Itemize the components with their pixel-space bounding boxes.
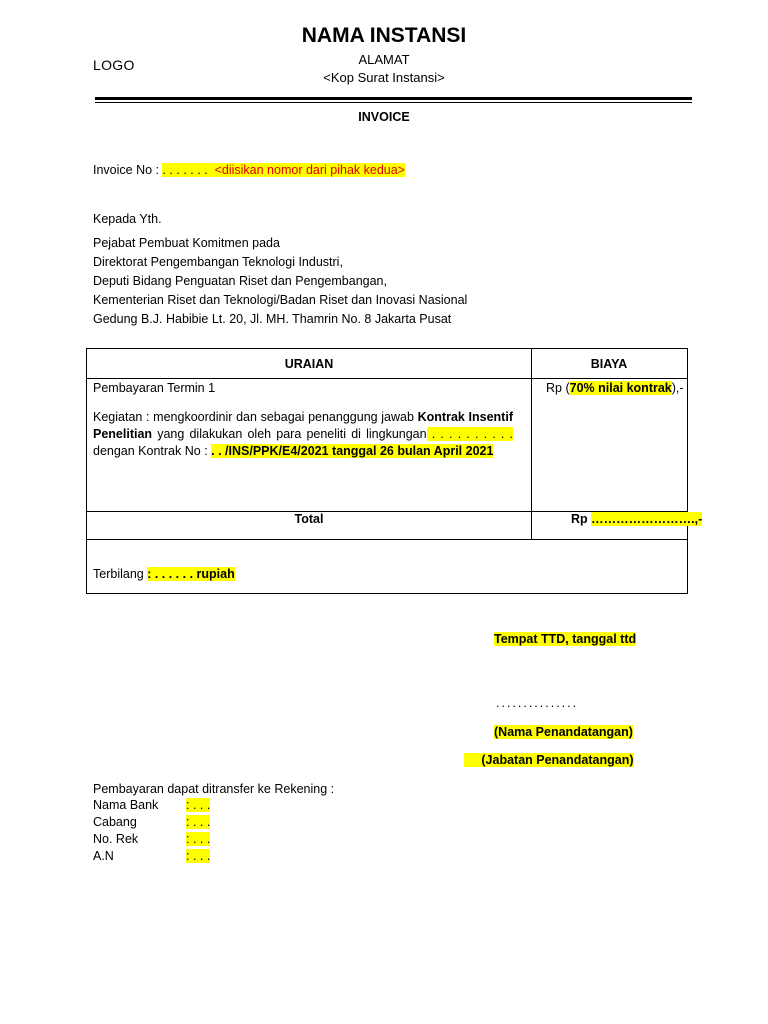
signature-line: ............... (496, 696, 579, 710)
table-row-divider (87, 539, 687, 540)
bank-field-label: Cabang (93, 815, 137, 829)
item-description (93, 409, 513, 460)
amount-value: 70% nilai kontrak (569, 381, 672, 395)
desc-part: Kegiatan : mengkoordinir dan sebagai penanggung jawab (93, 410, 418, 424)
desc-contract-number: . . /INS/PPK/E4/2021 tanggal 26 bulan April 2021 (211, 444, 494, 458)
bank-field-value (186, 798, 210, 812)
recipient-line: Gedung B.J. Habibie Lt. 20, Jl. MH. Thamrin No. 8 Jakarta Pusat (93, 312, 452, 326)
recipient-line: Pejabat Pembuat Komitmen pada (93, 236, 280, 250)
desc-unit-placeholder: . . . . . . . . . . (426, 427, 513, 441)
org-kop: <Kop Surat Instansi> (323, 70, 445, 85)
signer-position-pad (464, 753, 481, 767)
total-value: …………………….,- (591, 512, 703, 526)
logo: LOGO (93, 57, 135, 73)
bank-field-label: No. Rek (93, 832, 139, 846)
transfer-intro: Pembayaran dapat ditransfer ke Rekening : (93, 782, 335, 796)
column-header-uraian: URAIAN (284, 357, 334, 371)
total-amount (571, 512, 702, 526)
recipient-line: Kementerian Riset dan Teknologi/Badan Riset dan Inovasi Nasional (93, 293, 468, 307)
recipient-line: Direktorat Pengembangan Teknologi Industri, (93, 255, 343, 269)
bank-field-value (186, 849, 210, 863)
terbilang (93, 567, 235, 581)
bank-account-value: : . . . (186, 832, 211, 846)
table-row-divider (87, 378, 687, 379)
bank-field-label: Nama Bank (93, 798, 159, 812)
total-label: Total (294, 512, 324, 526)
signer-name-text: (Nama Penandatangan) (494, 725, 633, 739)
invoice-table (86, 348, 703, 594)
header-divider-thick (95, 97, 692, 100)
bank-branch-value: : . . . (186, 815, 211, 829)
bank-holder-value: : . . . (186, 849, 211, 863)
signer-position-text: (Jabatan Penandatangan) (481, 753, 634, 767)
signature-place-date-text: Tempat TTD, tanggal ttd (494, 632, 637, 646)
bank-field-label: A.N (93, 849, 114, 863)
invoice-number (93, 163, 405, 177)
org-name: NAMA INSTANSI (301, 24, 467, 47)
total-prefix: Rp (571, 512, 592, 526)
invoice-number-label: Invoice No : (93, 163, 163, 177)
desc-part: dengan Kontrak No : (93, 444, 212, 458)
item-amount (546, 381, 684, 395)
terbilang-value: : . . . . . . rupiah (147, 567, 235, 581)
item-title: Pembayaran Termin 1 (93, 381, 216, 395)
invoice-title: INVOICE (358, 110, 410, 124)
recipient-line: Deputi Bidang Penguatan Riset dan Pengembangan, (93, 274, 387, 288)
signature-place-date (494, 632, 636, 646)
bank-field-value (186, 832, 210, 846)
amount-prefix: Rp ( (546, 381, 570, 395)
recipient-greeting: Kepada Yth. (93, 212, 162, 226)
bank-name-value: : . . . (186, 798, 211, 812)
column-header-biaya: BIAYA (590, 357, 628, 371)
org-address: ALAMAT (358, 52, 410, 67)
signer-position (464, 753, 634, 767)
amount-suffix: ),- (671, 381, 684, 395)
signer-name (494, 725, 633, 739)
terbilang-label: Terbilang (93, 567, 148, 581)
desc-contract-type: Kontrak Insentif Penelitian (93, 410, 513, 441)
bank-field-value (186, 815, 210, 829)
invoice-number-placeholder: <diisikan nomor dari pihak kedua> (214, 163, 405, 177)
header-divider-thin (95, 102, 692, 103)
desc-part: yang dilakukan oleh para peneliti di lingkungan (152, 427, 427, 441)
invoice-number-dots: . . . . . . . (162, 163, 208, 177)
